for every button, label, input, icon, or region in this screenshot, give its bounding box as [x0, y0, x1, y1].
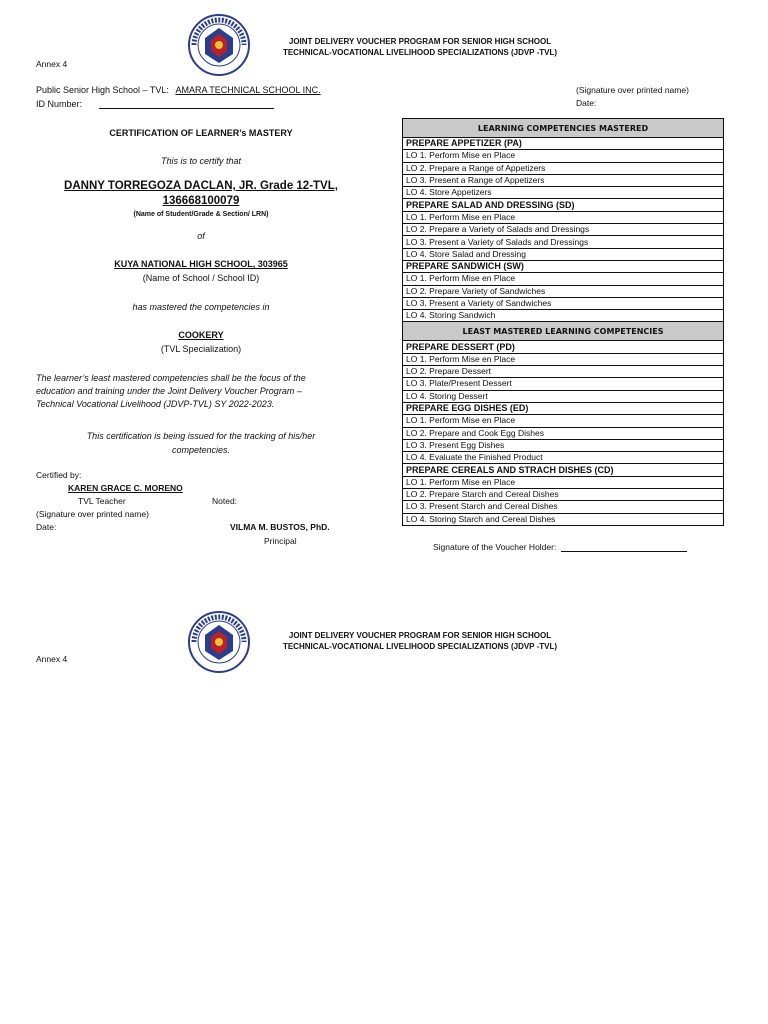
- table-header-cell: LEARNING COMPETENCIES MASTERED: [403, 119, 724, 138]
- competency-cell: LO 4. Storing Sandwich: [403, 310, 724, 322]
- table-row: [403, 415, 724, 427]
- table-row: [403, 138, 724, 150]
- table-row: [403, 322, 724, 341]
- competencies-table: [402, 118, 724, 526]
- table-row: [403, 402, 724, 414]
- spec-caption: (TVL Specialization): [160, 344, 242, 354]
- header-line-1: JOINT DELIVERY VOUCHER PROGRAM FOR SENIOR HIGH SCHOOL: [288, 37, 552, 46]
- table-row: [403, 187, 724, 199]
- teacher-role: TVL Teacher: [78, 496, 126, 506]
- table-row: [403, 199, 724, 211]
- competency-cell: LO 1. Perform Mise en Place: [403, 415, 724, 427]
- competency-cell: LO 2. Prepare a Variety of Salads and Dressings: [403, 224, 724, 236]
- certify-text: This is to certify that: [160, 156, 242, 166]
- competency-cell: LO 1. Perform Mise en Place: [403, 150, 724, 162]
- competency-cell: LO 4. Storing Starch and Cereal Dishes: [403, 513, 724, 525]
- issuance-paragraph: [36, 429, 366, 457]
- table-header-cell: LEAST MASTERED LEARNING COMPETENCIES: [403, 322, 724, 341]
- noted-label: Noted:: [212, 496, 238, 506]
- school-caption: (Name of School / School ID): [142, 273, 260, 283]
- deped-seal-logo: [188, 14, 250, 76]
- annex-label-page-2: Annex 4: [36, 654, 68, 664]
- student-caption: (Name of Student/Grade & Section/ LRN): [133, 211, 269, 218]
- focus-line-3: Technical Vocational Livelihood (JDVP-TVL) SY 2022-2023.: [36, 399, 275, 409]
- header-line-2-page-2: TECHNICAL-VOCATIONAL LIVELIHOOD SPECIALIZATIONS (JDVP -TVL): [282, 642, 558, 651]
- competency-cell: LO 1. Perform Mise en Place: [403, 211, 724, 223]
- deped-seal-logo-page-2: [188, 611, 250, 673]
- table-row: [403, 285, 724, 297]
- table-row: [403, 476, 724, 488]
- table-row: [403, 452, 724, 464]
- competency-cell: LO 1. Perform Mise en Place: [403, 353, 724, 365]
- table-row: [403, 236, 724, 248]
- teacher-date-label: Date:: [36, 522, 57, 532]
- table-row: [403, 260, 724, 272]
- competency-cell: LO 2. Prepare Starch and Cereal Dishes: [403, 489, 724, 501]
- header-line-2: TECHNICAL-VOCATIONAL LIVELIHOOD SPECIALIZATIONS (JDVP -TVL): [282, 48, 558, 57]
- table-row: [403, 489, 724, 501]
- header-line-1-page-2: JOINT DELIVERY VOUCHER PROGRAM FOR SENIOR HIGH SCHOOL: [288, 631, 552, 640]
- section-title-cell: PREPARE APPETIZER (PA): [403, 138, 724, 150]
- competency-cell: LO 2. Prepare and Cook Egg Dishes: [403, 427, 724, 439]
- principal-role: Principal: [264, 536, 297, 546]
- certified-by-label: Certified by:: [36, 470, 82, 480]
- competency-cell: LO 2. Prepare Dessert: [403, 366, 724, 378]
- voucher-holder-line: [561, 551, 687, 552]
- focus-line-1: The learner’s least mastered competencies shall be the focus of the: [36, 373, 306, 383]
- id-label: ID Number:: [36, 99, 83, 109]
- section-title-cell: PREPARE DESSERT (PD): [403, 341, 724, 353]
- teacher-signature-caption: (Signature over printed name): [36, 509, 149, 519]
- competency-cell: LO 2. Prepare a Range of Appetizers: [403, 162, 724, 174]
- section-title-cell: PREPARE EGG DISHES (ED): [403, 402, 724, 414]
- table-row: [403, 119, 724, 138]
- cert-title: CERTIFICATION OF LEARNER’s MASTERY: [109, 128, 293, 138]
- competency-cell: LO 1. Perform Mise en Place: [403, 476, 724, 488]
- table-row: [403, 390, 724, 402]
- table-row: [403, 501, 724, 513]
- program-header-page-2: [250, 630, 590, 652]
- competency-cell: LO 4. Store Appetizers: [403, 187, 724, 199]
- competency-cell: LO 3. Present a Range of Appetizers: [403, 174, 724, 186]
- table-row: [403, 174, 724, 186]
- table-row: [403, 439, 724, 451]
- issuance-line-2: competencies.: [171, 445, 231, 455]
- table-row: [403, 366, 724, 378]
- table-row: [403, 273, 724, 285]
- focus-paragraph: [36, 372, 366, 411]
- table-row: [403, 513, 724, 525]
- competency-cell: LO 3. Present a Variety of Salads and Dressings: [403, 236, 724, 248]
- table-row: [403, 341, 724, 353]
- school-name: KUYA NATIONAL HIGH SCHOOL, 303965: [114, 259, 288, 269]
- competency-cell: LO 3. Present Egg Dishes: [403, 439, 724, 451]
- teacher-name: KAREN GRACE C. MORENO: [68, 483, 183, 493]
- id-number-line: [99, 108, 274, 109]
- competency-cell: LO 1. Perform Mise en Place: [403, 273, 724, 285]
- table-row: [403, 248, 724, 260]
- school-label: Public Senior High School – TVL:: [36, 85, 169, 95]
- competency-cell: LO 2. Prepare Variety of Sandwiches: [403, 285, 724, 297]
- section-title-cell: PREPARE CEREALS AND STRACH DISHES (CD): [403, 464, 724, 476]
- student-name: [36, 179, 366, 209]
- table-row: [403, 150, 724, 162]
- section-title-cell: PREPARE SALAD AND DRESSING (SD): [403, 199, 724, 211]
- school-row: [36, 85, 321, 95]
- voucher-holder-signature: [433, 542, 687, 552]
- table-row: [403, 297, 724, 309]
- table-row: [403, 162, 724, 174]
- voucher-date-label: Date:: [576, 98, 597, 108]
- of-text: of: [197, 231, 205, 241]
- table-row: [403, 224, 724, 236]
- voucher-signature-caption: (Signature over printed name): [576, 85, 689, 95]
- table-row: [403, 427, 724, 439]
- mastered-text: has mastered the competencies in: [132, 302, 270, 312]
- id-row: [36, 99, 274, 109]
- table-row: [403, 310, 724, 322]
- school-value: AMARA TECHNICAL SCHOOL INC.: [175, 85, 321, 95]
- program-header: [250, 36, 590, 58]
- focus-line-2: education and training under the Joint Delivery Voucher Program –: [36, 386, 302, 396]
- specialization: COOKERY: [178, 330, 224, 340]
- principal-name: VILMA M. BUSTOS, PhD.: [230, 522, 330, 532]
- issuance-line-1: This certification is being issued for the tracking of his/her: [86, 431, 316, 441]
- competency-cell: LO 4. Store Salad and Dressing: [403, 248, 724, 260]
- voucher-holder-label: Signature of the Voucher Holder:: [433, 542, 557, 552]
- student-line-2: 136668100079: [162, 195, 240, 207]
- table-row: [403, 353, 724, 365]
- table-row: [403, 464, 724, 476]
- table-row: [403, 378, 724, 390]
- competency-cell: LO 3. Present a Variety of Sandwiches: [403, 297, 724, 309]
- competency-cell: LO 3. Present Starch and Cereal Dishes: [403, 501, 724, 513]
- section-title-cell: PREPARE SANDWICH (SW): [403, 260, 724, 272]
- competency-cell: LO 3. Plate/Present Dessert: [403, 378, 724, 390]
- student-line-1: DANNY TORREGOZA DACLAN, JR. Grade 12-TVL,: [64, 180, 338, 192]
- annex-label: Annex 4: [36, 59, 68, 69]
- table-row: [403, 211, 724, 223]
- competency-cell: LO 4. Evaluate the Finished Product: [403, 452, 724, 464]
- competency-cell: LO 4. Storing Dessert: [403, 390, 724, 402]
